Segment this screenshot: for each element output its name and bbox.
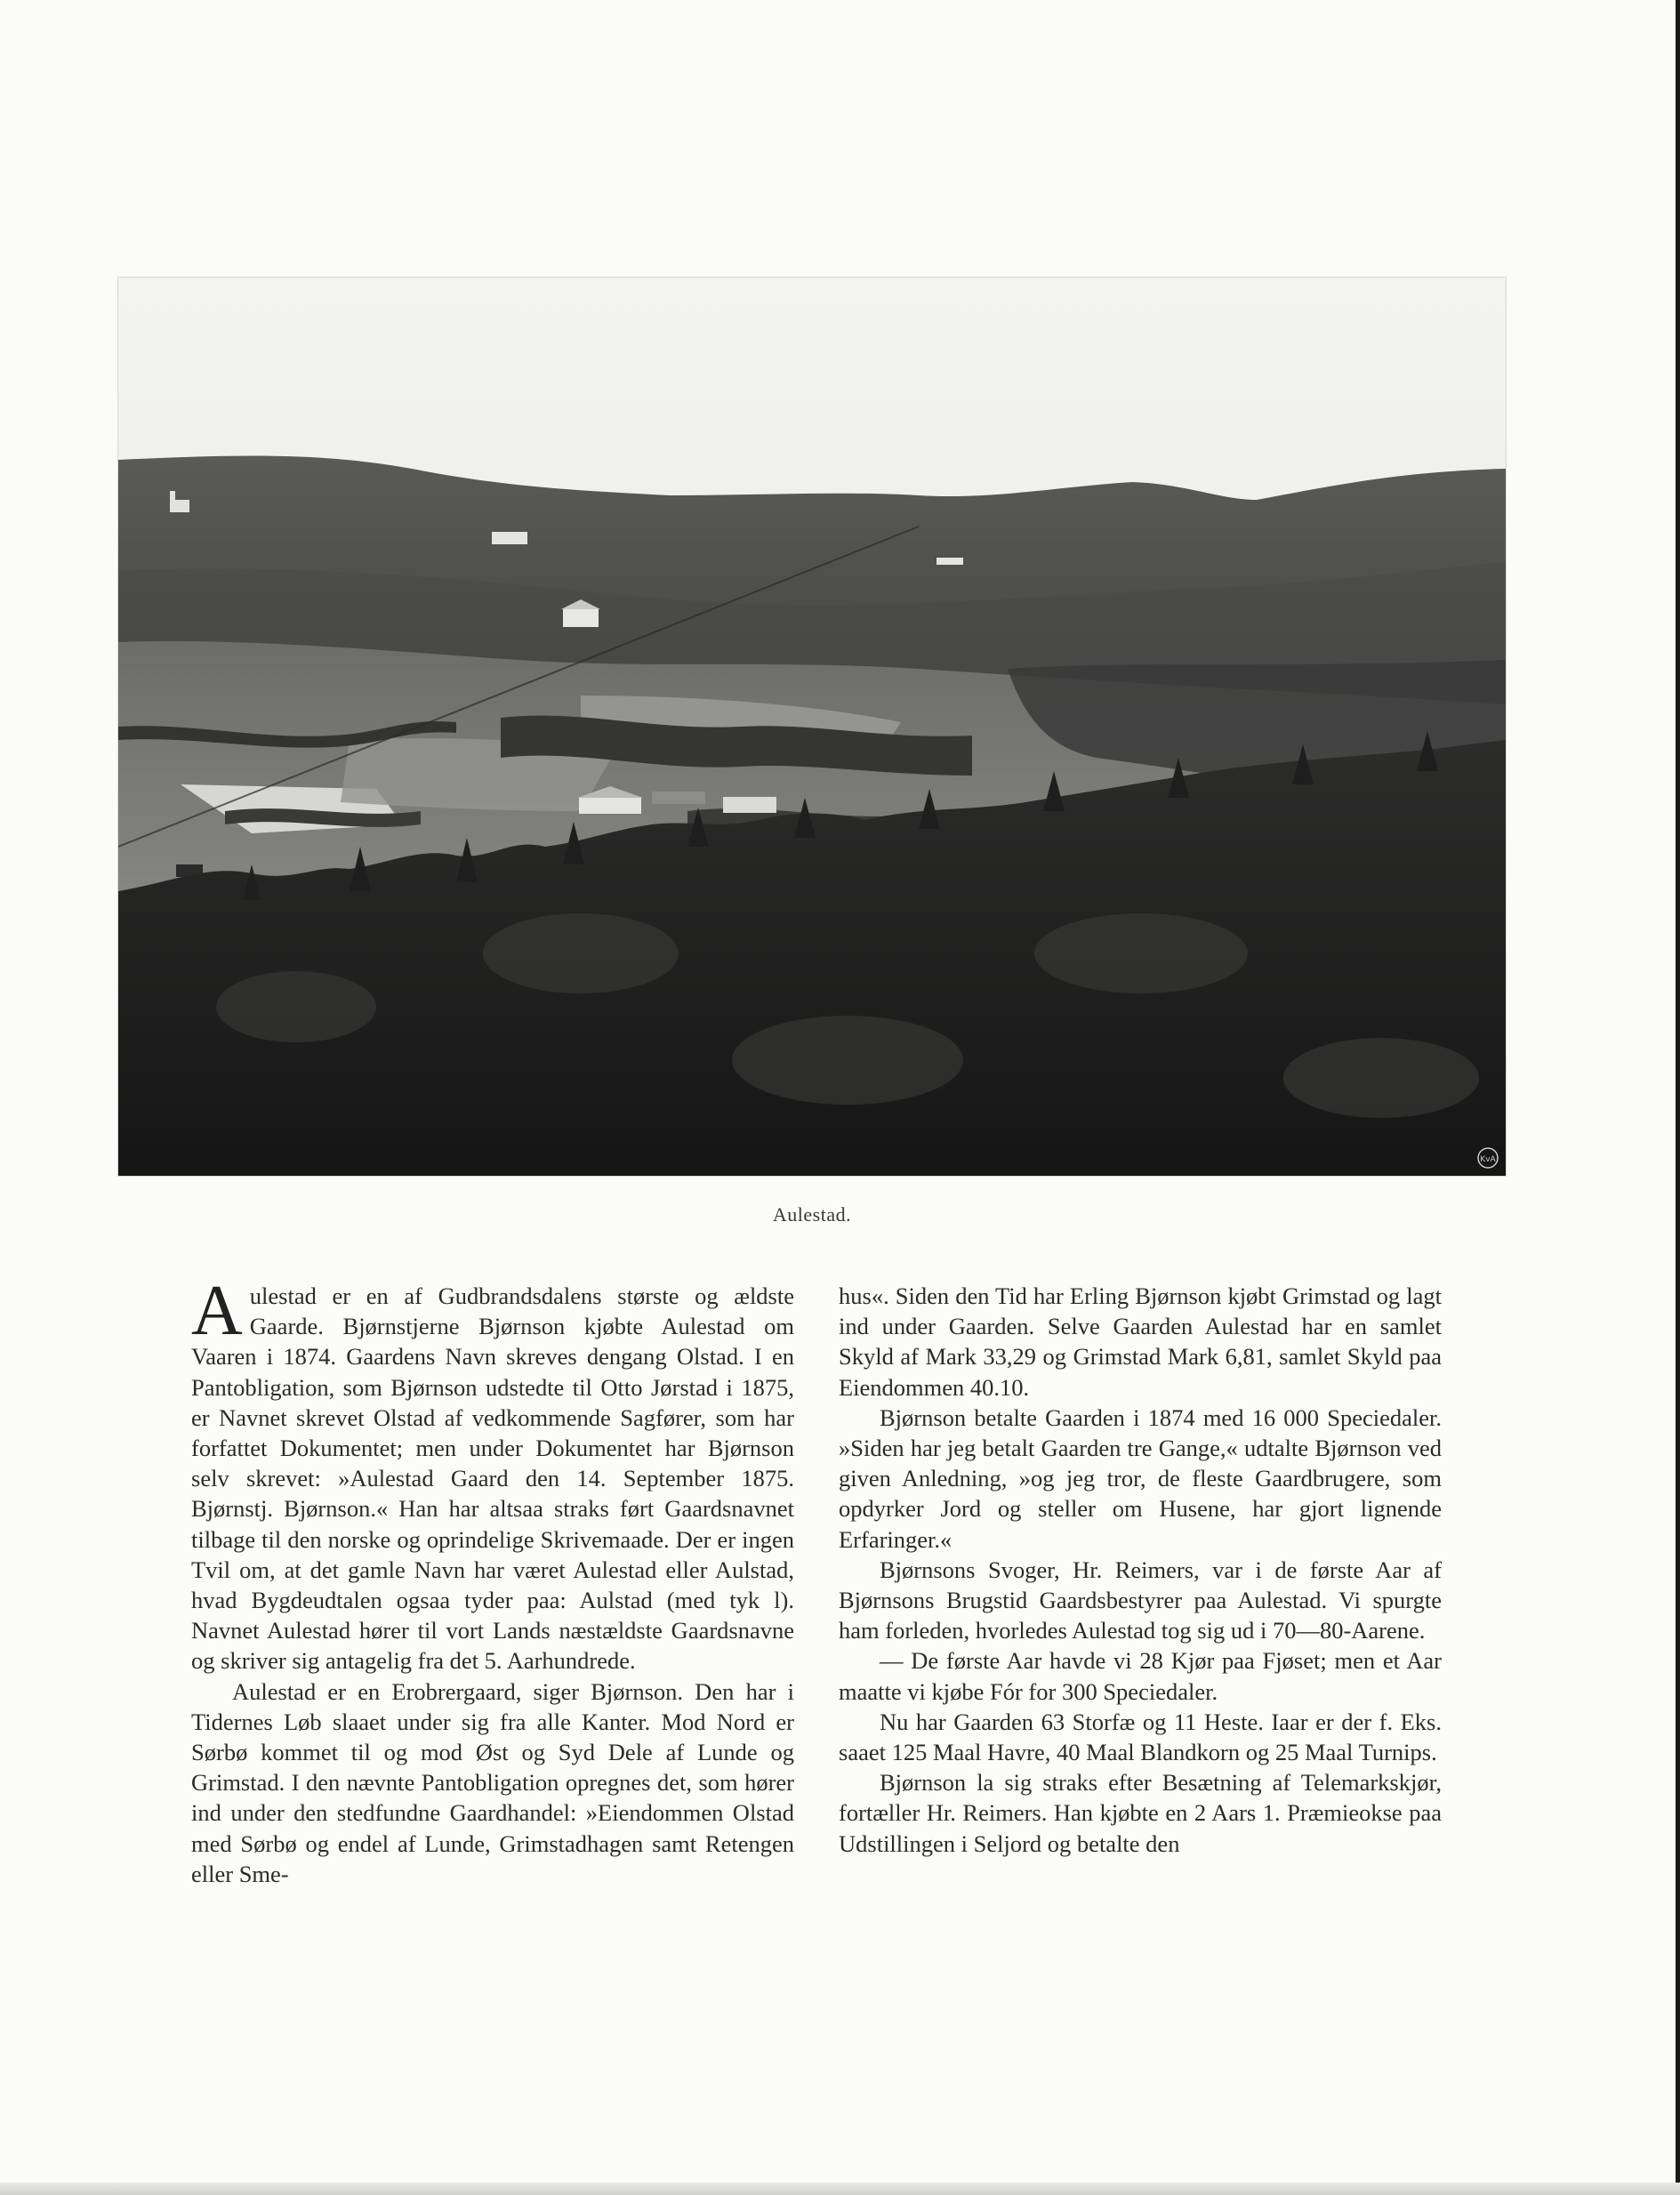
paragraph: — De første Aar havde vi 28 Kjør paa Fjøset; men et Aar maatte vi kjøbe Fór for 300 Speciedaler. [839,1647,1442,1705]
paragraph: Nu har Gaarden 63 Storfæ og 11 Heste. Iaar er der f. Eks. saaet 125 Maal Havre, 40 Maal Blandkorn og 25 Maal Turnips. [839,1708,1442,1766]
left-column [191,1272,794,1889]
paragraph: Bjørnson la sig straks efter Besætning af Telemarkskjør, fortæller Hr. Reimers. Han kjøbte en 2 Aars 1. Præmieokse paa Udstillingen i Seljord og betalte den [839,1769,1442,1857]
page-bottom-edge [0,2183,1680,2195]
figure-caption: Aulestad. [772,1203,852,1226]
paragraph: Bjørnson betalte Gaarden i 1874 med 16 000 Speciedaler. »Siden har jeg betalt Gaarden tre Gange,« udtalte Bjørnson ved given Anledning, »og jeg tror, de fleste Gaardbrugere, som opdyrker Jord og steller om Husene, har gjort lignende Erfaringer.« [839,1403,1442,1553]
page-edge [1676,0,1680,2195]
landscape-photo [118,277,1506,1176]
paragraph-text: ulestad er en af Gudbrandsdalens største og ældste Gaarde. Bjørnstjerne Bjørnson kjøbte Aulestad om Vaaren i 1874. Gaardens Navn skreves dengang Olstad. I en Pantobligation, som Bjørnson udstedte til Otto Jørstad i 1875, er Navnet skrevet Olstad af vedkommende Sagfører, som har forfattet Dokumentet; men under Dokumentet har Bjørnson selv skrevet: »Aulestad Gaard den 14. September 1875. Bjørnstj. Bjørnson.« Han har altsaa straks ført Gaardsnavnet tilbage til den norske og oprindelige Skrivemaade. Der er ingen Tvil om, at det gamle Navn har været Aulestad eller Aulstad, hvad Bygdeudtalen ogsaa tyder paa: Aulstad (med tyk l). Navnet Aulestad hører til vort Lands næstældste Gaardsnavne og skriver sig antagelig fra det 5. Aarhundrede. [191,1282,794,1675]
drop-cap: A [191,1272,243,1350]
paragraph [191,1272,794,1676]
paragraph: Bjørnsons Svoger, Hr. Reimers, var i de første Aar af Bjørnsons Brugstid Gaardsbestyrer paa Aulestad. Vi spurgte ham forleden, hvorledes Aulestad tog sig ud i 70—80-Aarene. [839,1556,1442,1644]
right-column [839,1281,1442,1859]
paragraph: hus«. Siden den Tid har Erling Bjørnson kjøbt Grimstad og lagt ind under Gaarden. Selve Gaarden Aulestad har en samlet Skyld af Mark 33,29 og Grimstad Mark 6,81, samlet Skyld paa Eiendommen 40.10. [839,1282,1442,1401]
paragraph: Aulestad er en Erobrergaard, siger Bjørnson. Den har i Tidernes Løb slaaet under sig fra alle Kanter. Mod Nord er Sørbø kommet til og mod Øst og Syd Dele af Lunde og Grimstad. I den nævnte Pantobligation opregnes det, som hører ind under den stedfundne Gaardhandel: »Eiendommen Olstad med Sørbø og endel af Lunde, Grimstadhagen samt Retengen eller Sme- [191,1677,794,1887]
photo-monogram: KvA [1480,1155,1496,1164]
